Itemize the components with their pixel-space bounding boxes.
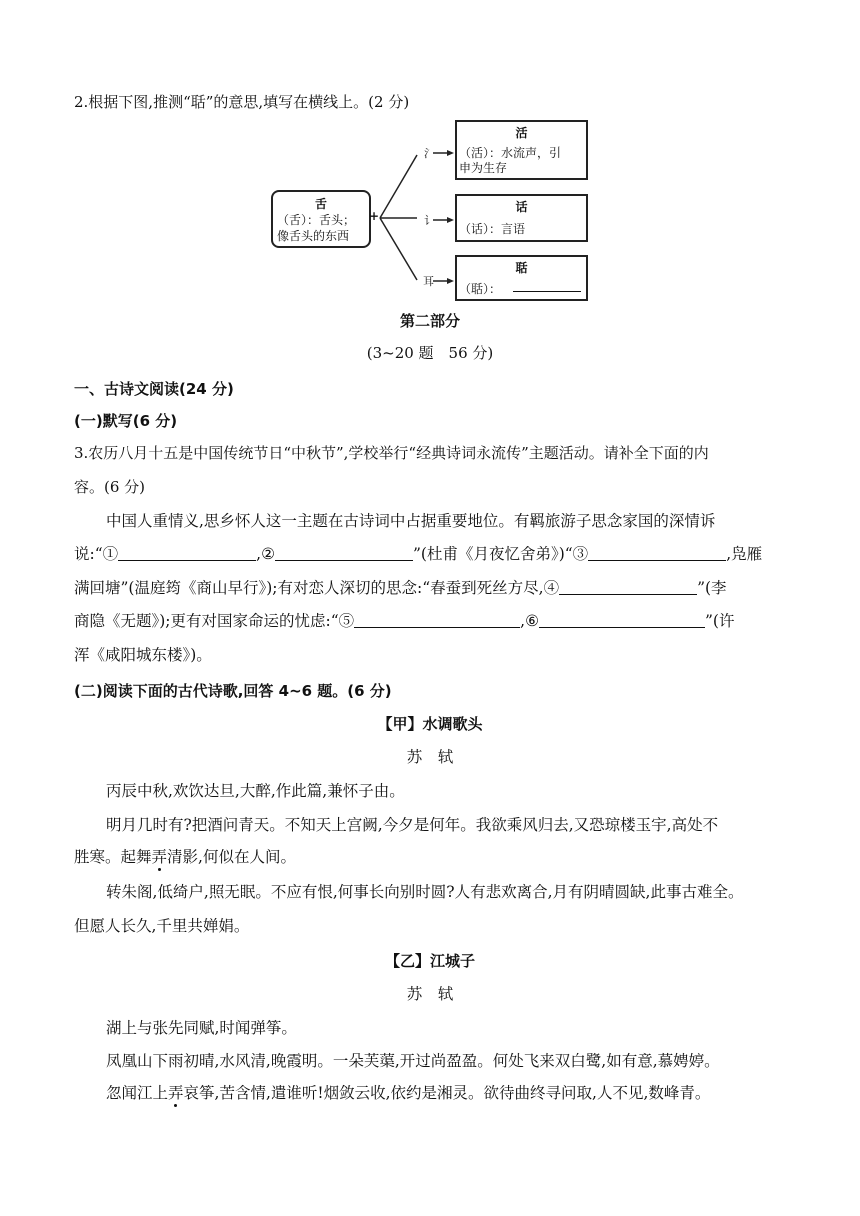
- poem-b-author: 苏 轼: [406, 985, 454, 1003]
- poem-a-line2: [74, 846, 296, 868]
- question-3-line2: 容。(6 分): [74, 478, 146, 496]
- blank-6[interactable]: [539, 611, 705, 628]
- poem-b-line2: [106, 1082, 710, 1104]
- q3-text-g: 商隐《无题》);更有对国家命运的忧虑:“⑤: [74, 612, 355, 630]
- box-hua-line1: （话）：言语: [459, 222, 526, 236]
- plus-sign: +: [369, 209, 380, 223]
- emphasized-char-nong: 弄: [151, 848, 168, 866]
- blank-4[interactable]: [559, 578, 697, 595]
- radical-ear: 耳: [423, 275, 434, 288]
- poem-a-title: 【甲】水调歌头: [377, 715, 483, 733]
- q3-text-a: 说:“①: [74, 545, 119, 563]
- poem-a-line2-post: 清影,何似在人间。: [167, 848, 296, 866]
- center-box-line2: 像舌头的东西: [277, 229, 350, 243]
- section-1-heading: 一、古诗文阅读(24 分): [74, 380, 234, 398]
- poem-a-line4: 但愿人长久,千里共婵娟。: [74, 917, 250, 935]
- q3-text-e: 满回塘”(温庭筠《商山早行》);有对恋人深切的思念:“春蚕到死丝方尽,④: [74, 579, 560, 597]
- radical-water: 氵: [424, 147, 435, 160]
- part2-title: 第二部分: [399, 312, 460, 330]
- center-box-title: 舌: [314, 197, 327, 211]
- poem-a-line2-pre: 胜寒。起舞: [74, 848, 152, 866]
- box-huo-line1: （活）：水流声，引: [459, 146, 562, 160]
- box-guo-answer-blank[interactable]: [513, 291, 581, 292]
- blank-3[interactable]: [588, 544, 726, 561]
- poem-b-title: 【乙】江城子: [384, 952, 475, 970]
- poem-b-line2-post: 哀筝,苦含情,遣谁听!烟敛云收,依约是湘灵。欲待曲终寻问取,人不见,数峰青。: [183, 1084, 711, 1102]
- blank-1[interactable]: [118, 544, 256, 561]
- center-box-she: [271, 190, 371, 248]
- part2-subtitle: (3~20 题 56 分): [366, 344, 494, 362]
- q3-para-line3: [74, 577, 727, 599]
- q3-para-line4: [74, 610, 734, 632]
- q3-text-f: ”(李: [697, 579, 727, 597]
- subsection-2-heading: (二)阅读下面的古代诗歌,回答 4~6 题。(6 分): [74, 682, 392, 700]
- radical-speech: 讠: [424, 214, 435, 227]
- question-2-text: 2.根据下图,推测“聒”的意思,填写在横线上。(2 分): [74, 93, 410, 111]
- q3-text-d: ,凫雁: [726, 545, 763, 563]
- poem-b-preface: 湖上与张先同赋,时闻弹筝。: [106, 1019, 297, 1037]
- poem-b-line1: 凤凰山下雨初晴,水风清,晚霞明。一朵芙蕖,开过尚盈盈。何处飞来双白鹭,如有意,慕娉婷。: [106, 1052, 720, 1070]
- poem-a-line3: 转朱阁,低绮户,照无眠。不应有恨,何事长向别时圆?人有悲欢离合,月有阴晴圆缺,此事古难全。: [106, 883, 744, 901]
- box-huo-title: 活: [515, 126, 528, 140]
- blank-5[interactable]: [354, 611, 520, 628]
- poem-b-line2-pre: 忽闻江上: [106, 1084, 169, 1102]
- box-hua: [455, 194, 588, 242]
- box-guo: [455, 255, 588, 301]
- question-3-line1: 3.农历八月十五是中国传统节日“中秋节”,学校举行“经典诗词永流传”主题活动。请补全下面的内: [74, 444, 709, 462]
- box-huo: [455, 120, 588, 180]
- box-guo-title: 聒: [515, 261, 528, 275]
- q3-text-b: ,②: [256, 545, 275, 563]
- q3-text-i: ”(许: [705, 612, 735, 630]
- subsection-1-heading: (一)默写(6 分): [74, 412, 178, 430]
- center-box-line1: （舌）：舌头；: [277, 213, 356, 227]
- blank-2[interactable]: [275, 544, 413, 561]
- q3-para-line2: [74, 543, 762, 565]
- poem-a-line1: 明月几时有?把酒问青天。不知天上宫阙,今夕是何年。我欲乘风归去,又恐琼楼玉宇,高处不: [106, 816, 719, 834]
- q3-para-line1: 中国人重情义,思乡怀人这一主题在古诗词中占据重要地位。有羁旅游子思念家国的深情诉: [106, 512, 716, 530]
- q3-text-c: ”(杜甫《月夜忆舍弟》)“③: [412, 545, 589, 563]
- poem-a-author: 苏 轼: [406, 748, 454, 766]
- box-hua-title: 话: [515, 200, 528, 214]
- q3-para-line5: 浑《咸阳城东楼》)。: [74, 646, 212, 664]
- poem-a-preface: 丙辰中秋,欢饮达旦,大醉,作此篇,兼怀子由。: [106, 782, 405, 800]
- emphasized-char-nong: 弄: [168, 1084, 184, 1102]
- box-guo-line1: （聒）：: [459, 282, 502, 296]
- box-huo-line2: 申为生存: [459, 161, 508, 175]
- q3-text-h: ,⑥: [520, 612, 539, 630]
